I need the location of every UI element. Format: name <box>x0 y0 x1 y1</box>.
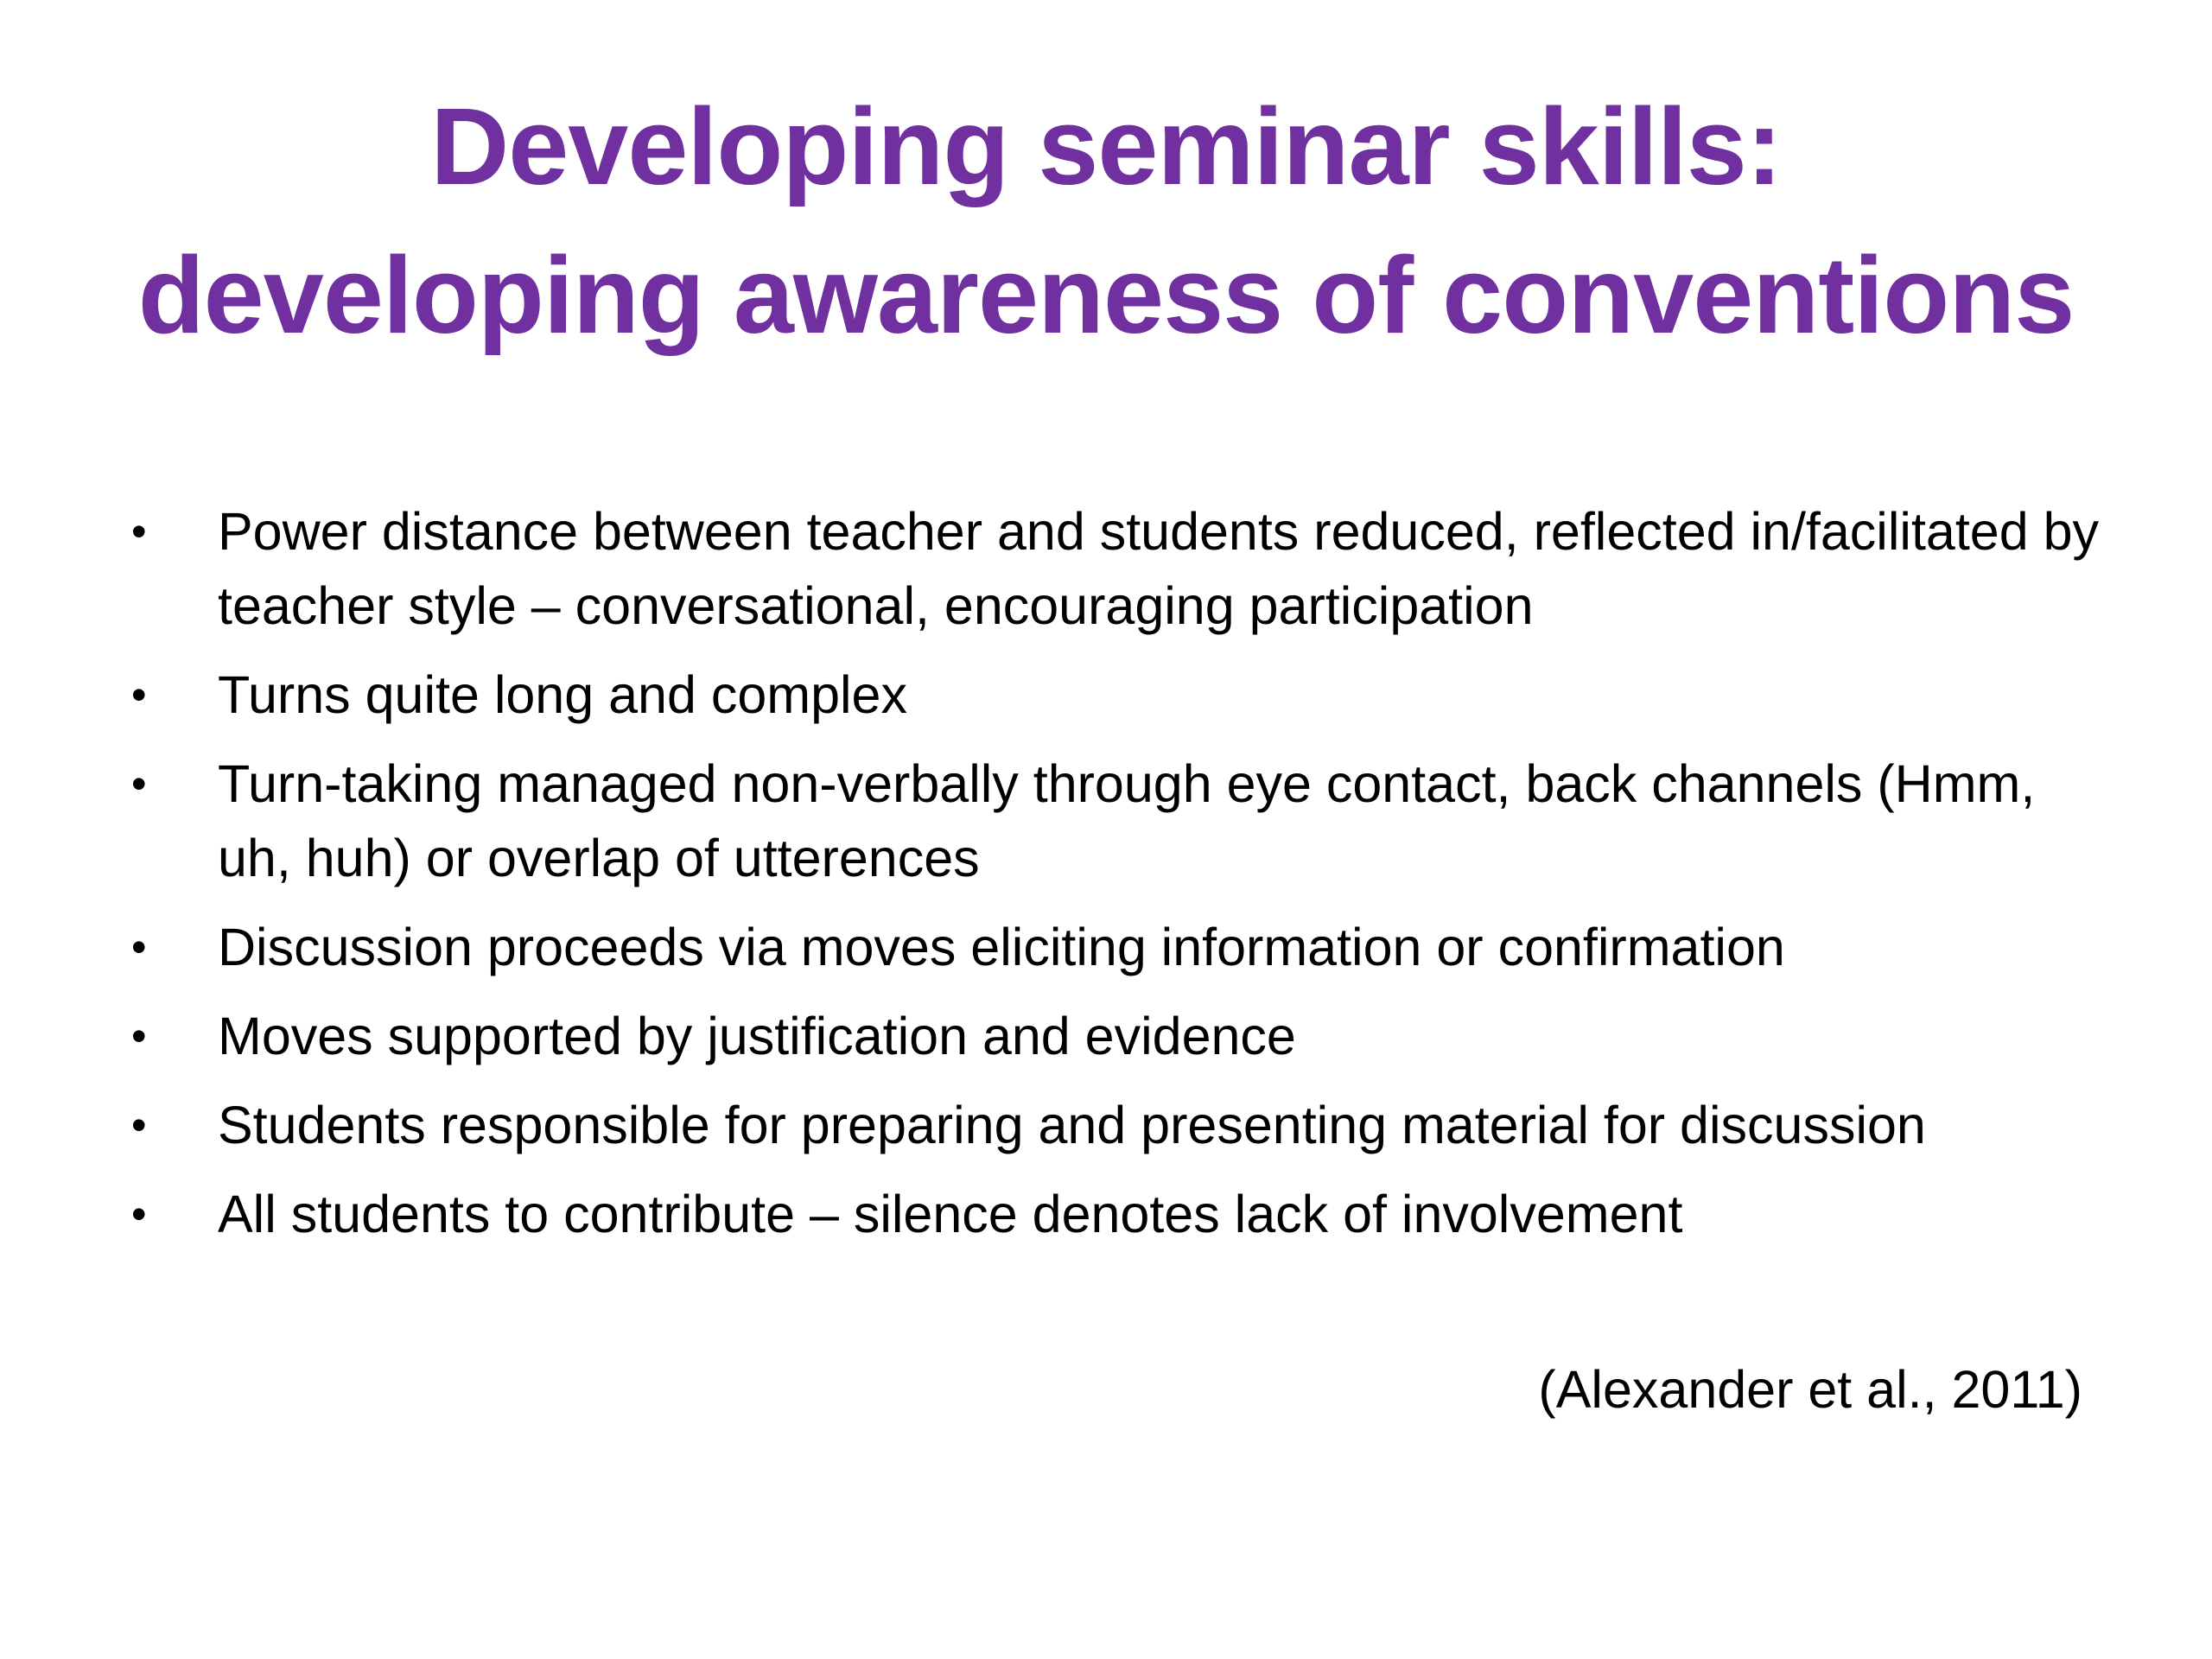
bullet-dot-icon: • <box>131 1101 147 1149</box>
bullet-dot-icon: • <box>131 1012 147 1060</box>
bullet-item <box>130 910 2117 984</box>
slide-title <box>0 73 2212 370</box>
bullet-dot-icon: • <box>131 923 147 971</box>
bullet-item <box>130 999 2117 1073</box>
bullet-dot-icon: • <box>131 507 147 556</box>
bullet-item <box>130 658 2117 732</box>
bullet-text: Turns quite long and complex <box>218 665 907 724</box>
bullet-text: Turn-taking managed non-verbally through eye contact, back channels (Hmm, uh, huh) or overlap of utterences <box>218 754 2036 887</box>
bullet-item <box>130 494 2117 643</box>
bullet-dot-icon: • <box>131 760 147 808</box>
title-line-2: developing awareness of conventions <box>137 234 2075 356</box>
bullet-item <box>130 747 2117 895</box>
bullet-text: Moves supported by justification and evidence <box>218 1007 1296 1065</box>
bullet-dot-icon: • <box>131 671 147 719</box>
citation: (Alexander et al., 2011) <box>1538 1360 2082 1419</box>
bullet-text: Discussion proceeds via moves eliciting information or confirmation <box>218 918 1785 976</box>
bullet-item <box>130 1088 2117 1162</box>
title-line-1: Developing seminar skills: <box>430 86 1782 207</box>
bullet-dot-icon: • <box>131 1190 147 1238</box>
bullet-text: Power distance between teacher and students reduced, reflected in/facilitated by teacher style – conversational, encouraging participation <box>218 502 2099 635</box>
bullet-text: All students to contribute – silence denotes lack of involvement <box>218 1185 1683 1243</box>
bullet-list <box>130 494 2117 1266</box>
bullet-text: Students responsible for preparing and presenting material for discussion <box>218 1096 1926 1154</box>
bullet-item <box>130 1177 2117 1251</box>
